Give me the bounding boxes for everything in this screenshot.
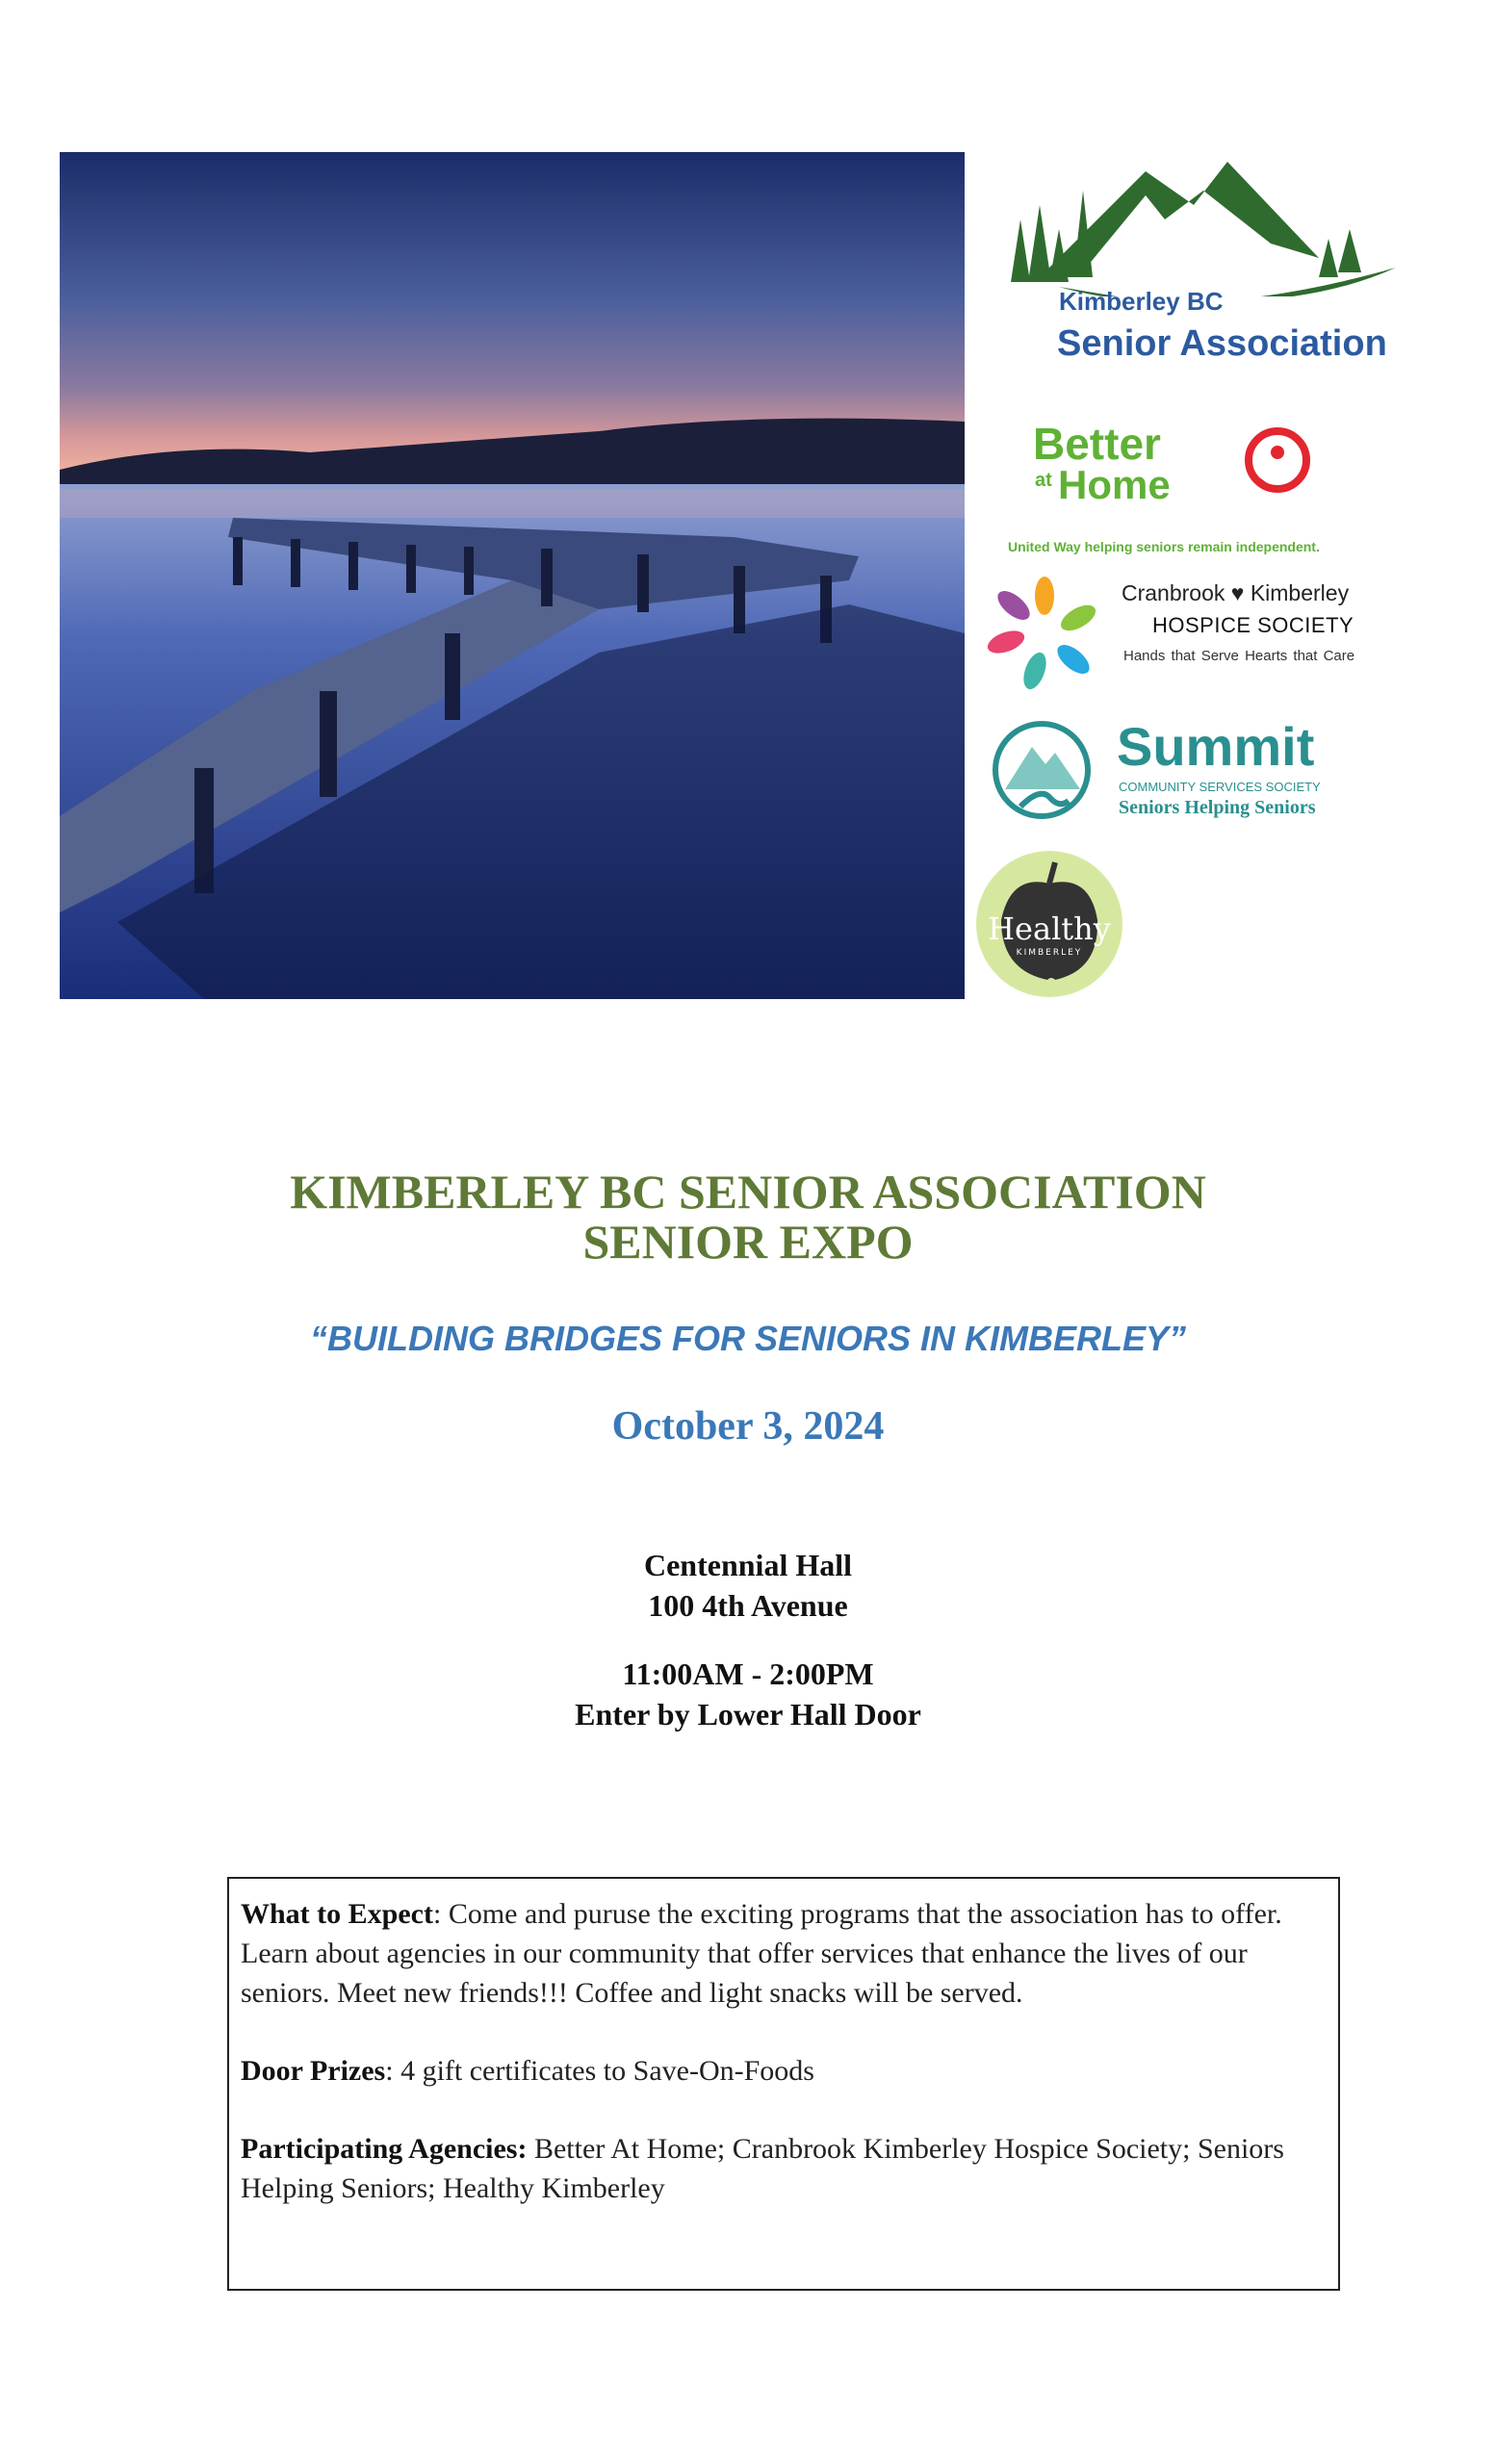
healthy-kimberley-logo: [972, 845, 1126, 999]
prizes-text: : 4 gift certificates to Save-On-Foods: [385, 2055, 814, 2087]
expect-text: : Come and puruse the exciting programs that the association has to offer. Learn about agencies in our community that offer services that enhance the lives of our seniors. Meet new friends!!! Coffee and light snacks will be served.: [241, 1898, 1282, 2009]
venue-name: Centennial Hall: [643, 1548, 852, 1582]
senior-association-logo: [1001, 152, 1406, 373]
bah-tagline: United Way helping seniors remain independent.: [1008, 539, 1320, 554]
summit-program: Seniors Helping Seniors: [1119, 797, 1316, 818]
event-entry: Enter by Lower Hall Door: [575, 1697, 921, 1732]
summit-mountain-icon: [992, 720, 1092, 820]
mountain-icon: [1001, 152, 1406, 296]
expect-paragraph: [241, 1894, 1327, 2013]
better-at-home-logo: [996, 419, 1343, 554]
bah-better: Better: [1033, 419, 1161, 469]
event-title: [0, 1167, 1496, 1267]
pier-image: [60, 152, 965, 999]
hospice-logo: [987, 580, 1410, 696]
event-venue: [0, 1545, 1496, 1626]
healthy-subtitle: KIMBERLEY: [1016, 948, 1083, 958]
hospice-line3: Hands that Serve Hearts that Care: [1123, 648, 1355, 664]
apple-icon: [972, 845, 1126, 999]
bah-home: Home: [1058, 462, 1171, 507]
ksa-org: Senior Association: [1057, 323, 1387, 364]
united-way-icon: [1237, 424, 1318, 504]
event-time: [0, 1654, 1496, 1734]
hospice-line2: HOSPICE SOCIETY: [1152, 613, 1354, 637]
event-tagline: “BUILDING BRIDGES FOR SENIORS IN KIMBERLEY”: [309, 1319, 1187, 1358]
partner-logos: [972, 152, 1425, 999]
prizes-label: Door Prizes: [241, 2055, 386, 2087]
agencies-label: Participating Agencies:: [241, 2133, 528, 2165]
summit-subtitle: COMMUNITY SERVICES SOCIETY: [1119, 780, 1321, 794]
expect-label: What to Expect: [241, 1898, 433, 1930]
summit-logo: [992, 716, 1396, 835]
agencies-text: Better At Home; Cranbrook Kimberley Hospice Society; Seniors Helping Seniors; Healthy Kimberley: [241, 2133, 1284, 2204]
ksa-name: Kimberley BC: [1059, 287, 1224, 316]
venue-address: 100 4th Avenue: [648, 1588, 848, 1623]
event-date: October 3, 2024: [611, 1404, 885, 1449]
event-title-line2: SENIOR EXPO: [582, 1215, 914, 1269]
pier-photo: [60, 152, 965, 999]
info-box: [227, 1877, 1340, 2291]
hands-icon: [987, 575, 1102, 690]
bah-at: at: [1035, 470, 1052, 491]
hospice-line1: Cranbrook ♥ Kimberley: [1122, 580, 1350, 605]
prizes-paragraph: [241, 2051, 1327, 2091]
event-title-line1: KIMBERLEY BC SENIOR ASSOCIATION: [290, 1165, 1206, 1219]
agencies-paragraph: [241, 2129, 1327, 2208]
event-hours: 11:00AM - 2:00PM: [622, 1656, 874, 1691]
healthy-title: Healthy: [988, 911, 1111, 947]
summit-title: Summit: [1117, 716, 1315, 777]
